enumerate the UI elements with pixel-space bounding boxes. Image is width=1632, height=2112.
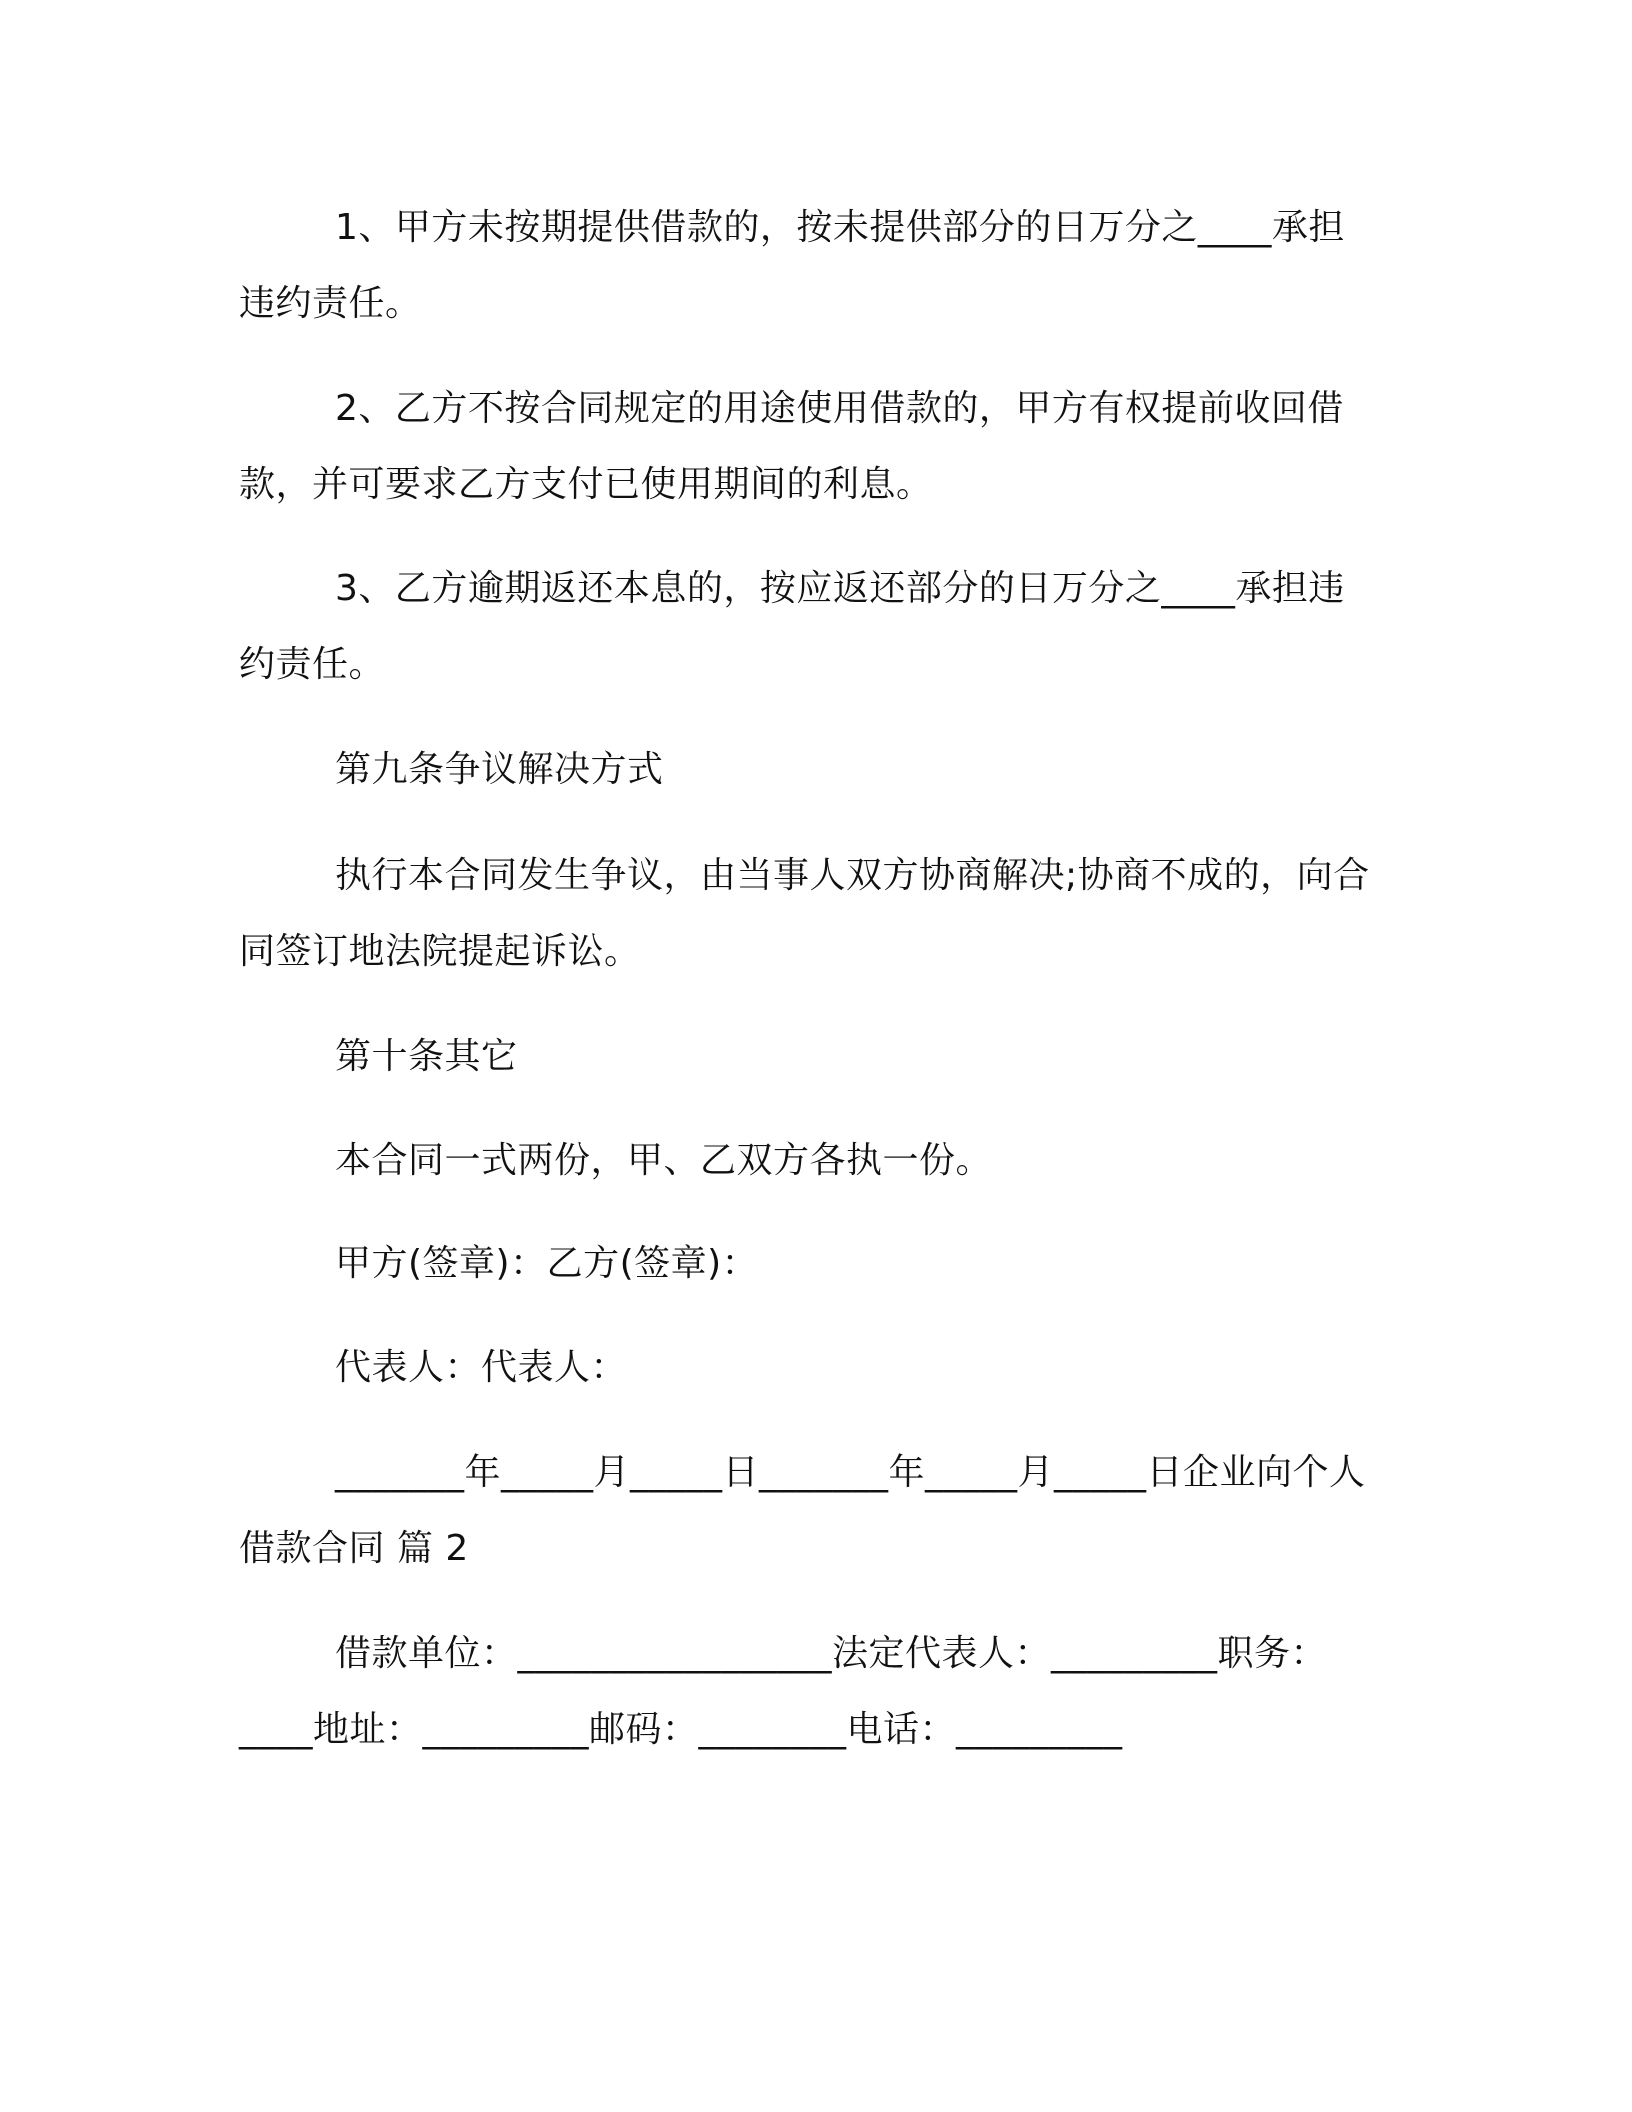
section-heading-article-9: 第九条争议解决方式 [335, 749, 664, 790]
copies-paragraph: 本合同一式两份，甲、乙双方各执一份。 [335, 1140, 993, 1181]
clause-paragraph-2: 2、乙方不按合同规定的用途使用借款的，甲方有权提前收回借款，并可要求乙方支付已使用期间的利息。 [239, 388, 1344, 505]
section-heading-article-10: 第十条其它 [335, 1036, 518, 1077]
clause-paragraph-1: 1、甲方未按期提供借款的，按未提供部分的日万分之____承担违约责任。 [239, 207, 1345, 324]
dispute-resolution-paragraph: 执行本合同发生争议，由当事人双方协商解决;协商不成的，向合同签订地法院提起诉讼。 [239, 855, 1370, 972]
clause-paragraph-3: 3、乙方逾期返还本息的，按应返还部分的日万分之____承担违约责任。 [239, 568, 1345, 685]
document-body [239, 190, 1374, 1768]
representative-line: 代表人：代表人： [335, 1347, 628, 1388]
borrower-info-paragraph: 借款单位：_________________法定代表人：_________职务：____地址：_________邮码：________电话：_________ [239, 1633, 1328, 1750]
date-line-and-contract-title: _______年_____月_____日_______年_____月_____日企业向个人借款合同 篇 2 [239, 1452, 1366, 1569]
signature-line: 甲方(签章)：乙方(签章)： [335, 1243, 759, 1284]
